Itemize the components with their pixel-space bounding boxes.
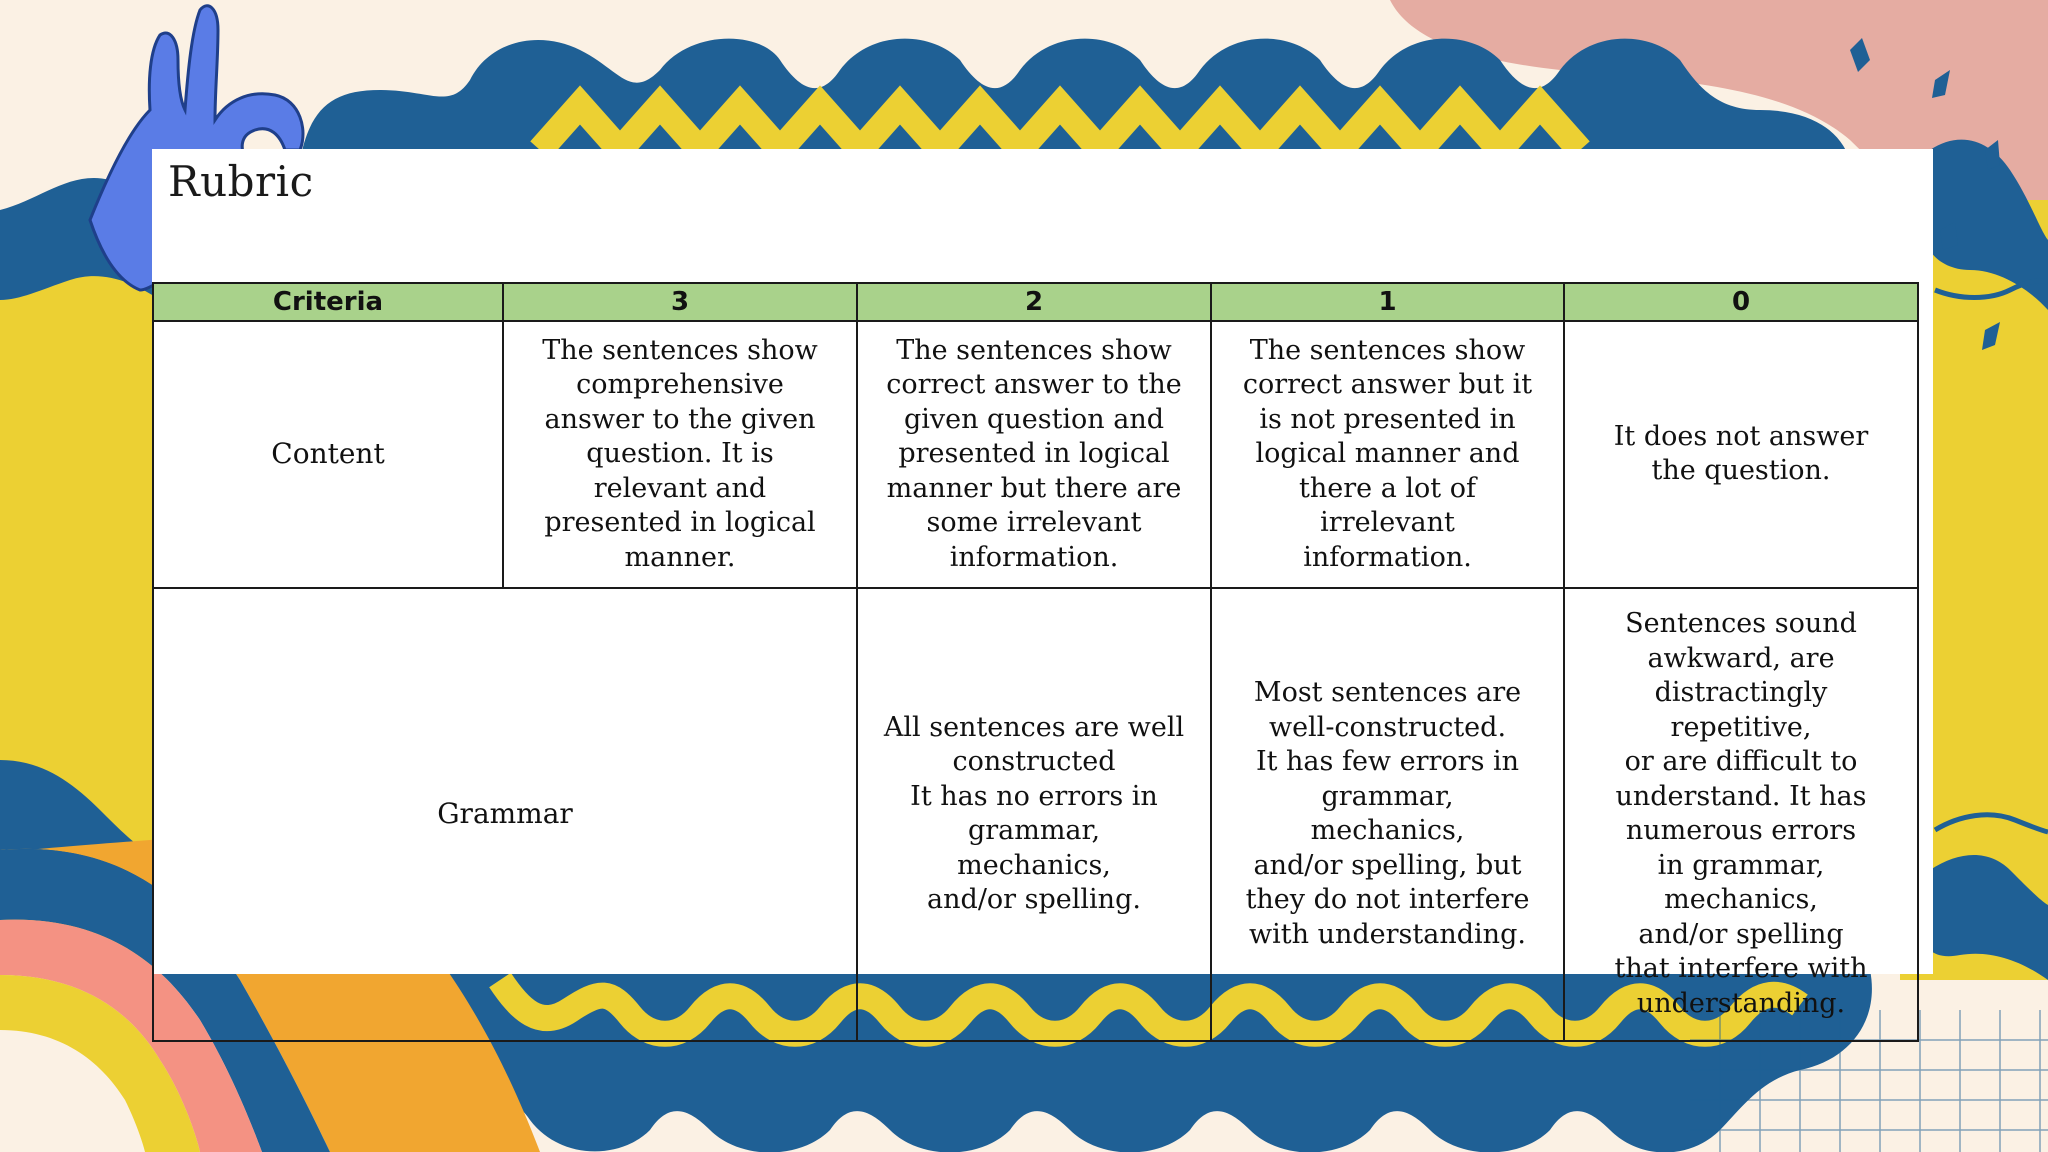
- header-criteria: Criteria: [153, 283, 503, 321]
- header-score-3: 3: [503, 283, 857, 321]
- header-score-1: 1: [1211, 283, 1564, 321]
- rubric-table: [152, 282, 1919, 1042]
- header-score-2: 2: [857, 283, 1211, 321]
- grammar-score-2: All sentences are well constructed It has no errors in grammar, mechanics, and/or spelling.: [857, 588, 1211, 1041]
- criteria-grammar: Grammar: [153, 588, 857, 1041]
- content-score-3: The sentences show comprehensive answer to the given question. It is relevant and presented in logical manner.: [503, 321, 857, 588]
- grammar-score-0: Sentences sound awkward, are distractingly repetitive, or are difficult to understand. It has numerous errors in grammar, mechanics, and/or spelling that interfere with understanding.: [1564, 588, 1918, 1041]
- grammar-score-1: Most sentences are well-constructed. It has few errors in grammar, mechanics, and/or spelling, but they do not interfere with understanding.: [1211, 588, 1564, 1041]
- rubric-card: [152, 149, 1933, 1019]
- content-score-0: It does not answer the question.: [1564, 321, 1918, 588]
- content-score-1: The sentences show correct answer but it is not presented in logical manner and there a lot of irrelevant information.: [1211, 321, 1564, 588]
- table-header-row: [153, 283, 1918, 321]
- table-row-grammar: [153, 588, 1918, 1041]
- header-score-0: 0: [1564, 283, 1918, 321]
- criteria-content: Content: [153, 321, 503, 588]
- content-score-2: The sentences show correct answer to the given question and presented in logical manner but there are some irrelevant information.: [857, 321, 1211, 588]
- page-title: Rubric: [168, 157, 314, 206]
- table-row-content: [153, 321, 1918, 588]
